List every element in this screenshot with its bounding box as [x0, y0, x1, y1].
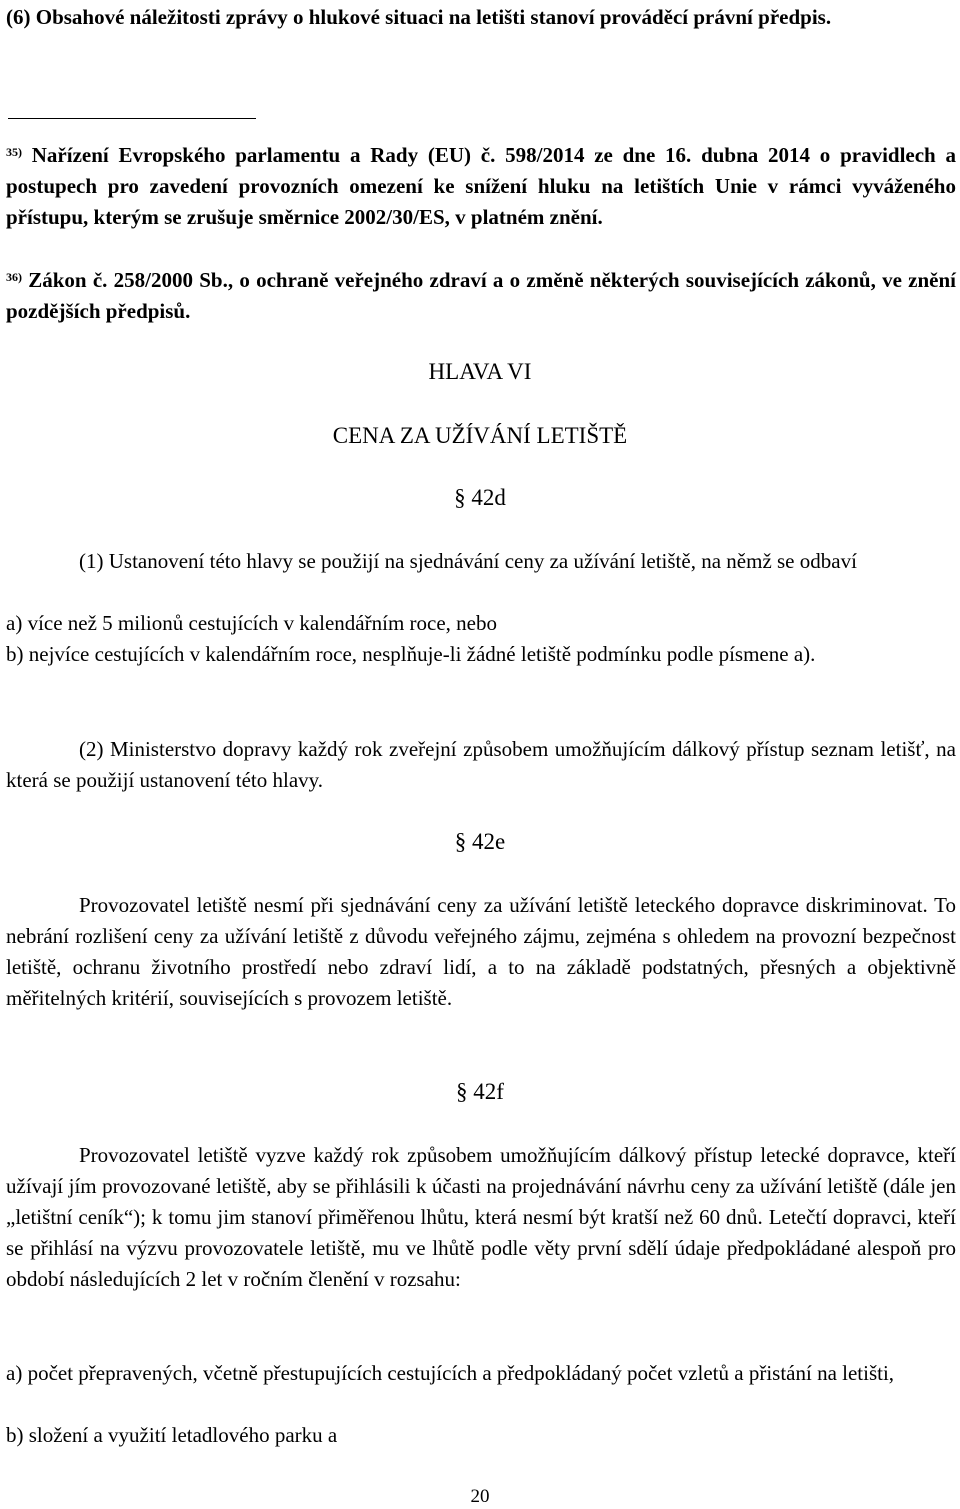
section-42d-heading: § 42d: [454, 485, 506, 510]
footnote-35-text: Nařízení Evropského parlamentu a Rady (EU) č. 598/2014 ze dne 16. dubna 2014 o pravidlech a postupech pro zavedení provozních omezení ke snížení hluku na letištích Unie v rámci vyváženého přístupu, kterým se zrušuje směrnice 2002/30/ES, v platném znění.: [6, 143, 956, 229]
chapter-title: CENA ZA UŽÍVÁNÍ LETIŠTĚ: [332, 423, 628, 448]
section-42f-paragraph: Provozovatel letiště vyzve každý rok způsobem umožňujícím dálkový přístup letecké dopravce, kteří užívají jím provozované letiště, aby se přihlásili k účasti na projednávání návrhu ceny za užívání letiště (dále jen „letištní ceník“); k tomu jim stanoví přiměřenou lhůtu, která nesmí být kratší než 60 dnů. Letečtí dopravci, kteří se přihlásí na výzvu provozovatele letiště, mu ve lhůtě podle věty první sdělí údaje předpokládané alespoň pro období následujících 2 let v ročním členění v rozsahu:: [6, 1143, 956, 1291]
section-42d-paragraph-1: (1) Ustanovení této hlavy se použijí na sjednávání ceny za užívání letiště, na němž se odbaví: [79, 549, 857, 573]
paragraph-6: (6) Obsahové náležitosti zprávy o hlukové situaci na letišti stanoví prováděcí právní předpis.: [6, 5, 832, 29]
footnote-36: [6, 265, 956, 327]
section-42f-item-b: b) složení a využití letadlového parku a: [6, 1423, 338, 1447]
page-number: 20: [470, 1486, 490, 1507]
section-42d-paragraph-2: (2) Ministerstvo dopravy každý rok zveřejní způsobem umožňujícím dálkový přístup seznam letišť, na která se použijí ustanovení této hlavy.: [6, 737, 956, 792]
footnote-36-text: Zákon č. 258/2000 Sb., o ochraně veřejného zdraví a o změně některých souvisejících zákonů, ve znění pozdějších předpisů.: [6, 268, 956, 323]
chapter-heading: HLAVA VI: [428, 359, 532, 384]
footnote-separator: [8, 118, 256, 119]
section-42d-item-b: b) nejvíce cestujících v kalendářním roce, nesplňuje-li žádné letiště podmínku podle písmene a).: [6, 642, 816, 666]
footnote-36-mark: 36): [6, 270, 22, 284]
footnote-35: [6, 140, 956, 233]
section-42e-paragraph: Provozovatel letiště nesmí při sjednávání ceny za užívání letiště leteckého dopravce diskriminovat. To nebrání rozlišení ceny za užívání letiště z důvodu veřejného zájmu, zejména s ohledem na provozní bezpečnost letiště, ochranu životního prostředí nebo zdraví lidí, a to na základě podstatných, přesných a objektivně měřitelných kritérií, souvisejících s provozem letiště.: [6, 893, 956, 1010]
section-42e-heading: § 42e: [454, 829, 506, 854]
section-42f-heading: § 42f: [456, 1079, 504, 1104]
section-42d-item-a: a) více než 5 milionů cestujících v kalendářním roce, nebo: [6, 611, 497, 635]
footnote-35-mark: 35): [6, 145, 22, 159]
section-42f-item-a: a) počet přepravených, včetně přestupujících cestujících a předpokládaný počet vzletů a přistání na letišti,: [6, 1361, 895, 1385]
